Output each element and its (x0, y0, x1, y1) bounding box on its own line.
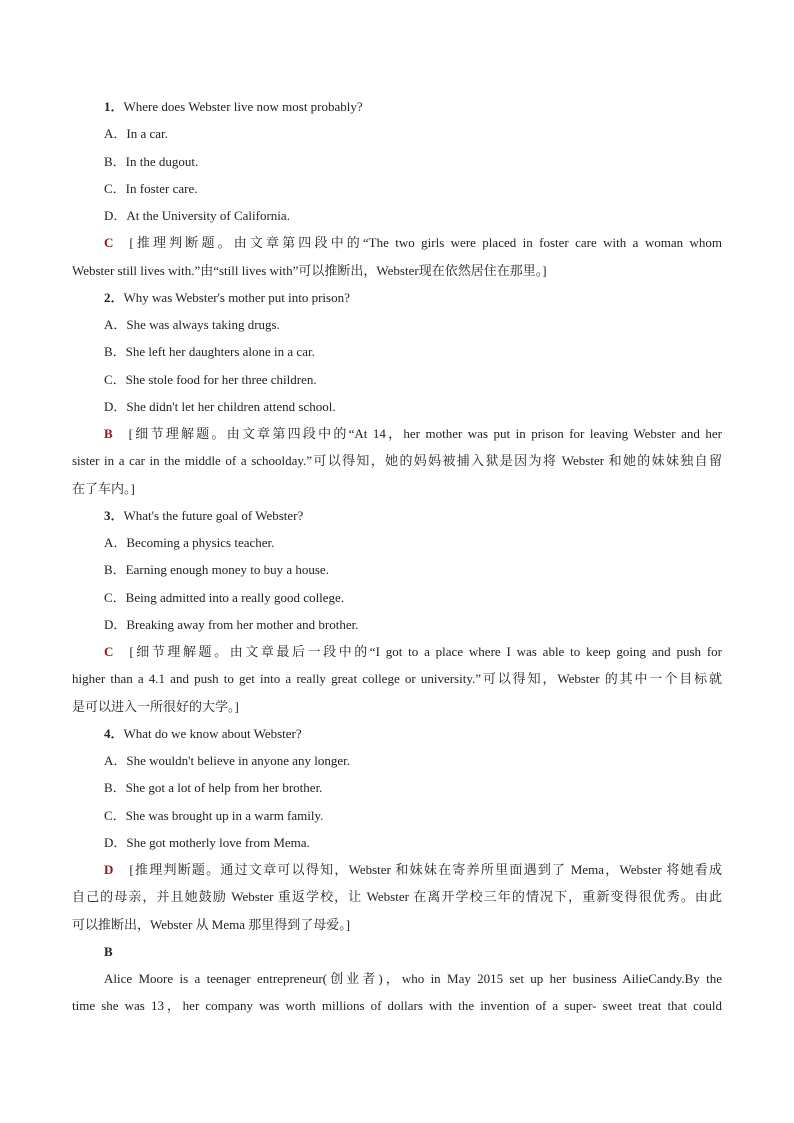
answer-option (72, 774, 722, 801)
explanation-line (72, 911, 722, 938)
option-text: Breaking away from her mother and brother. (126, 616, 359, 632)
option-text: In foster care. (125, 180, 198, 196)
answer-option (72, 148, 722, 175)
answer-option (72, 338, 722, 365)
option-text: She didn't let her children attend school. (126, 398, 336, 414)
option-text: She was always taking drugs. (126, 317, 280, 332)
option-letter: B． (104, 153, 126, 169)
option-letter: A． (104, 535, 127, 550)
answer-option (72, 829, 722, 856)
question-text: What's the future goal of Webster? (123, 507, 304, 523)
option-text: She stole food for her three children. (125, 371, 317, 387)
passage-line: Alice Moore is a teenager entrepreneur(创业者)，who in May 2015 set up her business AilieCandy.By the (104, 971, 722, 986)
explanation-text: sister in a car in the middle of a schoolday.”可以得知，她的妈妈被捕入狱是因为将 Webster 和她的妹妹独自留 (72, 453, 722, 469)
option-letter: B． (104, 344, 126, 360)
answer-option (72, 202, 722, 229)
answer-key: C (104, 235, 114, 251)
option-text: She got a lot of help from her brother. (125, 780, 323, 796)
question-stem (72, 93, 722, 120)
option-letter: A． (104, 317, 127, 332)
question-number: 4． (104, 725, 124, 741)
explanation-text: [细节理解题。由文章最后一段中的“I got to a place where I was able to keep going and push for (129, 644, 722, 659)
answer-option (72, 366, 722, 393)
explanation-text: 是可以进入一所很好的大学。] (72, 698, 239, 714)
explanation-line (72, 257, 722, 284)
question-number: 3． (104, 507, 124, 523)
option-text: She was brought up in a warm family. (125, 807, 324, 823)
explanation-text: [细节理解题。由文章第四段中的“At 14，her mother was put in prison for leaving Webster and her (128, 426, 722, 441)
option-letter: B． (104, 562, 126, 578)
explanation-line (72, 665, 722, 692)
question-text: Where does Webster live now most probably? (123, 99, 363, 114)
explanation-line (72, 883, 722, 910)
explanation-line (72, 475, 722, 502)
explanation-text: higher than a 4.1 and push to get into a really great college or university.”可以得知，Webster 的其中一个目标就 (72, 671, 722, 687)
option-letter: D． (104, 208, 127, 223)
answer-option (72, 393, 722, 420)
option-text: In a car. (126, 126, 168, 142)
question-stem (72, 720, 722, 747)
explanation-text: 可以推断出，Webster 从 Mema 那里得到了母爱。] (72, 916, 351, 932)
explanation-text: [推理判断题。通过文章可以得知，Webster 和妹妹在寄养所里面遇到了 Mema，Webster 将她看成 (129, 862, 722, 877)
option-letter: A． (104, 753, 127, 768)
option-letter: D． (104, 398, 127, 414)
option-text: Earning enough money to buy a house. (125, 562, 329, 578)
passage-line: time she was 13，her company was worth millions of dollars with the invention of a super- sweet treat that could (72, 998, 722, 1014)
option-text: She got motherly love from Mema. (126, 834, 310, 850)
option-text: She wouldn't believe in anyone any longer. (126, 753, 351, 768)
question-text: What do we know about Webster? (123, 725, 302, 741)
option-letter: B． (104, 780, 126, 796)
answer-option (72, 529, 722, 556)
explanation-text: Webster still lives with.”由“still lives with”可以推断出，Webster现在依然居住在那里。] (72, 262, 547, 278)
answer-key: D (104, 862, 114, 877)
option-text: Being admitted into a really good college. (125, 589, 345, 605)
answer-option (72, 311, 722, 338)
explanation-text: [推理判断题。由文章第四段中的“The two girls were placed in foster care with a woman whom (129, 235, 722, 251)
answer-option (72, 611, 722, 638)
answer-option (72, 556, 722, 583)
answer-key: B (104, 426, 113, 441)
option-text: At the University of California. (126, 208, 290, 223)
explanation-text: 自己的母亲，并且她鼓励 Webster 重返学校，让 Webster 在离开学校三年的情况下，重新变得很优秀。由此 (72, 889, 722, 905)
answer-option (72, 747, 722, 774)
explanation-line (72, 638, 722, 665)
option-letter: D． (104, 834, 127, 850)
answer-option (72, 175, 722, 202)
option-letter: C． (104, 589, 126, 605)
option-letter: C． (104, 180, 126, 196)
explanation-line (72, 229, 722, 256)
explanation-text: 在了车内。] (72, 480, 135, 496)
explanation-line (72, 447, 722, 474)
option-text: Becoming a physics teacher. (126, 535, 275, 550)
question-stem (72, 284, 722, 311)
question-stem (72, 502, 722, 529)
explanation-line (72, 420, 722, 447)
question-number: 1． (104, 99, 124, 114)
option-text: She left her daughters alone in a car. (125, 344, 315, 360)
explanation-line (72, 856, 722, 883)
document-content (72, 93, 722, 1020)
answer-option (72, 120, 722, 147)
answer-option (72, 584, 722, 611)
question-number: 2． (104, 289, 124, 305)
question-text: Why was Webster's mother put into prison? (123, 289, 350, 305)
explanation-line (72, 693, 722, 720)
answer-option (72, 802, 722, 829)
option-letter: A． (104, 126, 127, 142)
option-letter: D． (104, 616, 127, 632)
option-text: In the dugout. (125, 153, 199, 169)
option-letter: C． (104, 807, 126, 823)
section-heading: B (104, 943, 113, 959)
answer-key: C (104, 644, 114, 659)
option-letter: C． (104, 371, 126, 387)
